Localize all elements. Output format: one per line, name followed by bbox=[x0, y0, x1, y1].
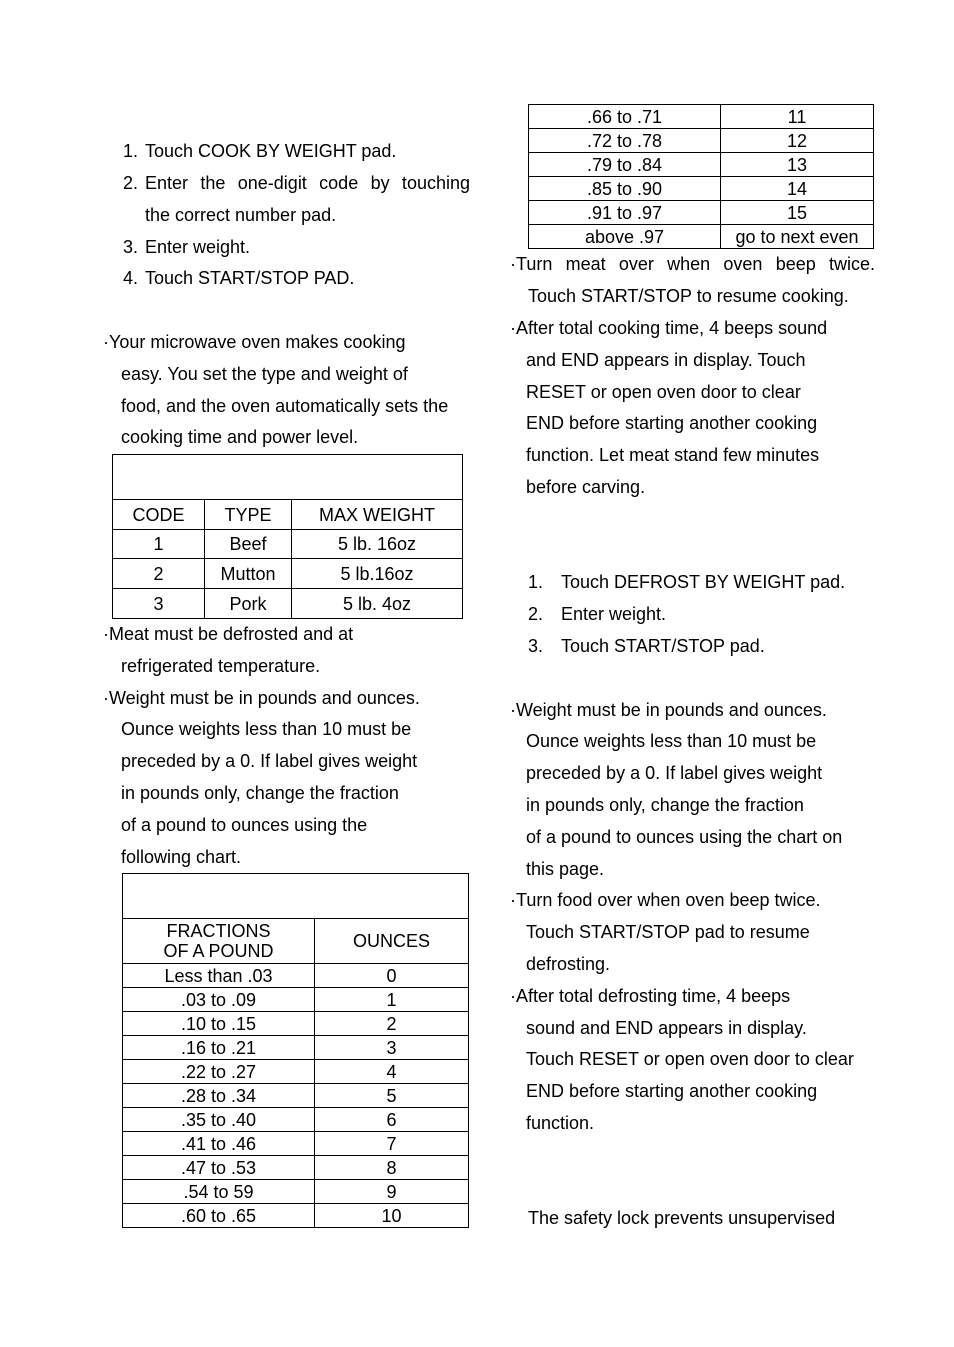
fraction-cell: above .97 bbox=[529, 225, 721, 249]
step-text: Enter the one-digit code by touching bbox=[145, 173, 470, 193]
ounces-cell: 13 bbox=[721, 153, 874, 177]
text-line: Touch START/STOP to resume cooking. bbox=[528, 286, 849, 306]
cook-code-table bbox=[112, 454, 463, 619]
step-number: 3. bbox=[123, 237, 139, 257]
text-line: ·Weight must be in pounds and ounces. bbox=[103, 688, 420, 708]
weight-cell: 5 lb.16oz bbox=[292, 559, 463, 589]
table-row bbox=[123, 1156, 469, 1180]
text-line: food, and the oven automatically sets the bbox=[121, 396, 449, 416]
code-cell: 2 bbox=[113, 559, 205, 589]
text-line: ·After total cooking time, 4 beeps sound bbox=[510, 318, 828, 338]
text-line: of a pound to ounces using the chart on bbox=[526, 827, 843, 847]
text-line: of a pound to ounces using the bbox=[121, 815, 368, 835]
text-line: ·Your microwave oven makes cooking bbox=[103, 332, 406, 352]
text-line: defrosting. bbox=[526, 954, 611, 974]
text-line: ·Meat must be defrosted and at bbox=[103, 624, 354, 644]
text-line: in pounds only, change the fraction bbox=[121, 783, 399, 803]
text-line: sound and END appears in display. bbox=[526, 1018, 807, 1038]
text-line: ·After total defrosting time, 4 beeps bbox=[510, 986, 791, 1006]
fraction-table bbox=[122, 873, 469, 1228]
text-line: before carving. bbox=[526, 477, 646, 497]
text-line: in pounds only, change the fraction bbox=[526, 795, 804, 815]
text-line: END before starting another cooking bbox=[526, 1081, 818, 1101]
ounces-cell: 4 bbox=[315, 1060, 469, 1084]
fraction-cell: .47 to .53 bbox=[123, 1156, 315, 1180]
fraction-cell: .79 to .84 bbox=[529, 153, 721, 177]
table-row bbox=[123, 1084, 469, 1108]
text-line: ·Weight must be in pounds and ounces. bbox=[510, 700, 827, 720]
table-row bbox=[529, 201, 874, 225]
header-ounces: OUNCES bbox=[315, 919, 469, 964]
text-line: Ounce weights less than 10 must be bbox=[526, 731, 817, 751]
table-title-row bbox=[123, 874, 469, 919]
header-fractions-line2: OF A POUND bbox=[163, 941, 274, 961]
table-row bbox=[123, 988, 469, 1012]
table-header-row bbox=[113, 500, 463, 530]
header-fractions-line1: FRACTIONS bbox=[166, 921, 271, 941]
fraction-table-continued bbox=[528, 104, 874, 249]
safety-lock-text: The safety lock prevents unsupervised bbox=[528, 1208, 836, 1228]
text-line: cooking time and power level. bbox=[121, 427, 359, 447]
step-number: 1. bbox=[123, 141, 139, 161]
ounces-cell: 11 bbox=[721, 105, 874, 129]
text-line: easy. You set the type and weight of bbox=[121, 364, 408, 384]
weight-cell: 5 lb. 4oz bbox=[292, 589, 463, 619]
table-row bbox=[123, 1180, 469, 1204]
fraction-cell: .54 to 59 bbox=[123, 1180, 315, 1204]
weight-cell: 5 lb. 16oz bbox=[292, 530, 463, 559]
fraction-cell: .41 to .46 bbox=[123, 1132, 315, 1156]
text-line: Touch RESET or open oven door to clear bbox=[526, 1049, 854, 1069]
step-text: Touch DEFROST BY WEIGHT pad. bbox=[561, 572, 846, 592]
fraction-cell: .91 to .97 bbox=[529, 201, 721, 225]
fraction-cell: .85 to .90 bbox=[529, 177, 721, 201]
table-row bbox=[123, 1204, 469, 1228]
table-row bbox=[529, 225, 874, 249]
text-line: this page. bbox=[526, 859, 605, 879]
ounces-cell: 10 bbox=[315, 1204, 469, 1228]
step-number: 2. bbox=[528, 604, 544, 624]
table-row bbox=[113, 530, 463, 559]
text-line: and END appears in display. Touch bbox=[526, 350, 806, 370]
ounces-cell: 3 bbox=[315, 1036, 469, 1060]
ounces-cell: go to next even bbox=[721, 225, 874, 249]
ounces-cell: 1 bbox=[315, 988, 469, 1012]
text-line: following chart. bbox=[121, 847, 242, 867]
fraction-cell: .60 to .65 bbox=[123, 1204, 315, 1228]
step-text: the correct number pad. bbox=[145, 205, 337, 225]
text-line: Ounce weights less than 10 must be bbox=[121, 719, 412, 739]
text-line: function. bbox=[526, 1113, 595, 1133]
ounces-cell: 8 bbox=[315, 1156, 469, 1180]
type-cell: Beef bbox=[205, 530, 292, 559]
step-number: 4. bbox=[123, 268, 139, 288]
fraction-cell: .35 to .40 bbox=[123, 1108, 315, 1132]
text-line: function. Let meat stand few minutes bbox=[526, 445, 820, 465]
code-cell: 1 bbox=[113, 530, 205, 559]
fraction-cell: .10 to .15 bbox=[123, 1012, 315, 1036]
table-row bbox=[123, 1036, 469, 1060]
step-text: Touch START/STOP PAD. bbox=[145, 268, 355, 288]
table-title-row bbox=[113, 455, 463, 500]
fraction-cell: .66 to .71 bbox=[529, 105, 721, 129]
text-line: ·Turn food over when oven beep twice. bbox=[510, 890, 821, 910]
header-max-weight: MAX WEIGHT bbox=[292, 500, 463, 530]
text-line: refrigerated temperature. bbox=[121, 656, 321, 676]
text-line: Touch START/STOP pad to resume bbox=[526, 922, 810, 942]
fraction-cell: Less than .03 bbox=[123, 964, 315, 988]
text-line: ·Turn meat over when oven beep twice. bbox=[510, 254, 875, 274]
step-number: 3. bbox=[528, 636, 544, 656]
text-line: preceded by a 0. If label gives weight bbox=[526, 763, 823, 783]
type-cell: Pork bbox=[205, 589, 292, 619]
code-cell: 3 bbox=[113, 589, 205, 619]
step-text: Touch COOK BY WEIGHT pad. bbox=[145, 141, 397, 161]
step-text: Touch START/STOP pad. bbox=[561, 636, 765, 656]
table-header-row bbox=[123, 919, 469, 964]
step-text: Enter weight. bbox=[145, 237, 251, 257]
table-row bbox=[113, 589, 463, 619]
header-code: CODE bbox=[113, 500, 205, 530]
ounces-cell: 15 bbox=[721, 201, 874, 225]
table-row bbox=[529, 177, 874, 201]
header-fractions bbox=[123, 919, 315, 964]
table-row bbox=[529, 105, 874, 129]
step-number: 1. bbox=[528, 572, 544, 592]
fraction-cell: .16 to .21 bbox=[123, 1036, 315, 1060]
text-line: RESET or open oven door to clear bbox=[526, 382, 801, 402]
type-cell: Mutton bbox=[205, 559, 292, 589]
table-title-cell bbox=[113, 455, 463, 500]
ounces-cell: 12 bbox=[721, 129, 874, 153]
text-line: preceded by a 0. If label gives weight bbox=[121, 751, 418, 771]
ounces-cell: 7 bbox=[315, 1132, 469, 1156]
fraction-cell: .28 to .34 bbox=[123, 1084, 315, 1108]
fraction-cell: .72 to .78 bbox=[529, 129, 721, 153]
step-number: 2. bbox=[123, 173, 139, 193]
table-row bbox=[123, 1108, 469, 1132]
text-line: END before starting another cooking bbox=[526, 413, 818, 433]
header-type: TYPE bbox=[205, 500, 292, 530]
ounces-cell: 9 bbox=[315, 1180, 469, 1204]
table-row bbox=[123, 1012, 469, 1036]
fraction-cell: .22 to .27 bbox=[123, 1060, 315, 1084]
table-row bbox=[123, 1060, 469, 1084]
ounces-cell: 5 bbox=[315, 1084, 469, 1108]
table-row bbox=[113, 559, 463, 589]
table-row bbox=[123, 964, 469, 988]
ounces-cell: 0 bbox=[315, 964, 469, 988]
ounces-cell: 2 bbox=[315, 1012, 469, 1036]
fraction-cell: .03 to .09 bbox=[123, 988, 315, 1012]
table-title-cell bbox=[123, 874, 469, 919]
step-text: Enter weight. bbox=[561, 604, 667, 624]
table-row bbox=[529, 129, 874, 153]
table-row bbox=[123, 1132, 469, 1156]
ounces-cell: 14 bbox=[721, 177, 874, 201]
ounces-cell: 6 bbox=[315, 1108, 469, 1132]
table-row bbox=[529, 153, 874, 177]
